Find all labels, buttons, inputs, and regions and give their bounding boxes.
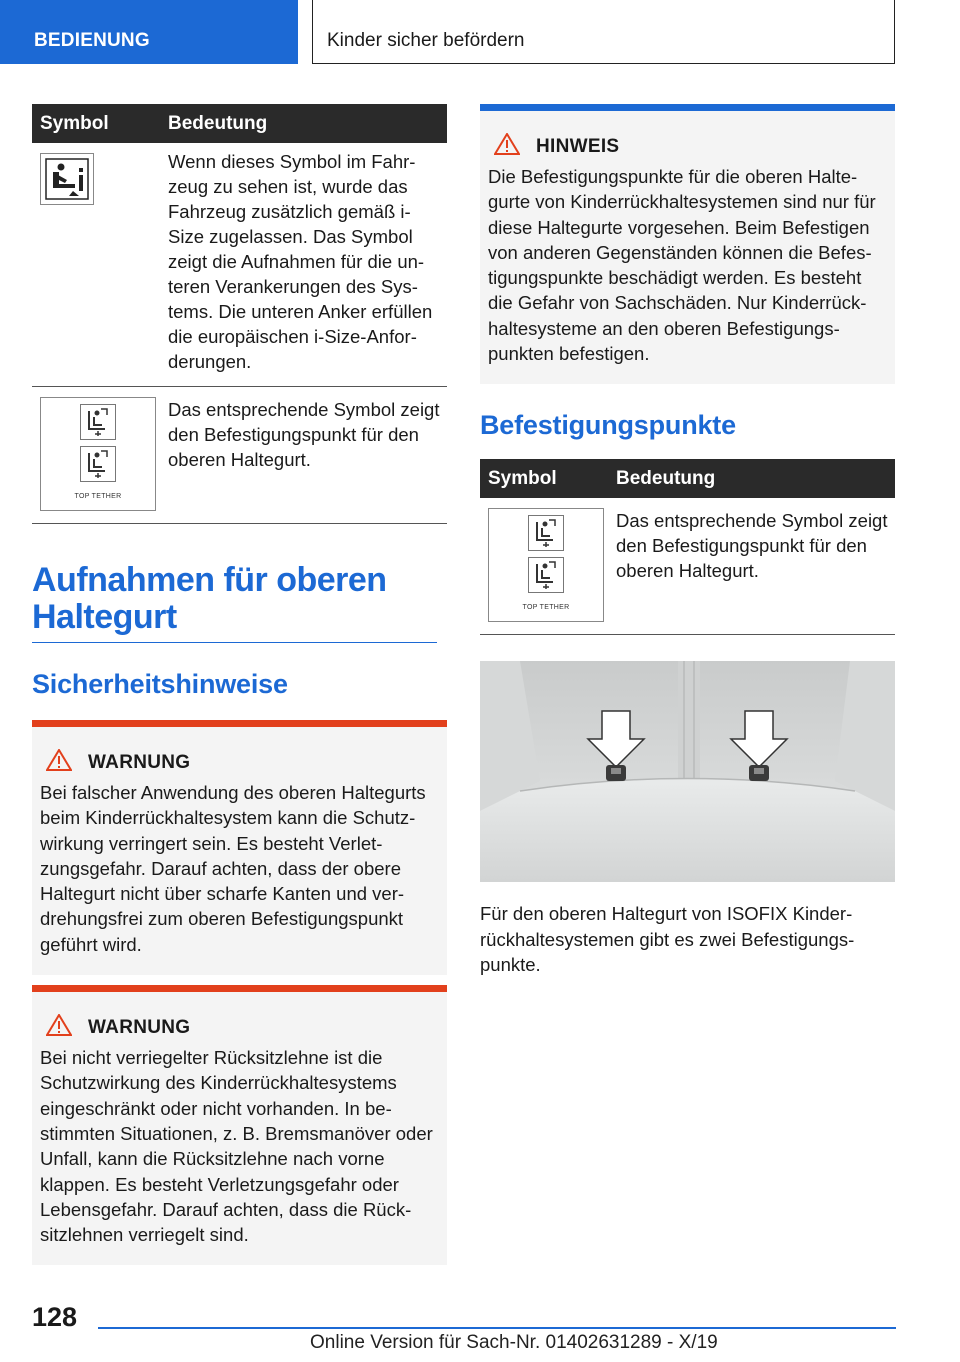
isize-child-seat-icon: [40, 153, 94, 205]
symbol-cell: [32, 143, 160, 387]
note-box: [480, 104, 895, 384]
top-tether-icon: [40, 397, 156, 511]
note-text: Die Befestigungspunkte für die oberen Haltegurte von Kinderrückhaltesystemen sind nur für diese Haltegurte vorgesehen. Beim Befestigen von anderen Gegenständen können die Befestigungspunkte beschädigt werden. Es besteht die Gefahr von Sachschäden. Nur Kinderrückhaltesysteme an den oberen Befestigungspunkten befestigen.: [488, 166, 876, 365]
right-heading: Befestigungspunkte: [480, 410, 736, 441]
table-row: [480, 498, 895, 635]
top-tether-caption: TOP TETHER: [522, 603, 570, 611]
table-row: [32, 143, 447, 387]
warning-text: Bei nicht verriegelter Rücksitzlehne ist die Schutzwirkung des Kinderrückhaltesystems eingeschränkt oder nicht vorhanden. In bestimmten Situationen, z. B. Bremsmanöver oder Unfall, kann die Rücksitzlehne nach vorne klappen. Es besteht Verletzungsgefahr oder Lebensgefahr. Darauf achten, dass die Rücksitzlehnen verriegelt sind.: [40, 1047, 433, 1246]
top-tether-caption: TOP TETHER: [74, 492, 122, 500]
note-triangle-icon: [494, 133, 520, 160]
table-header-symbol: Symbol: [32, 104, 160, 143]
table-header-meaning: Bedeutung: [160, 104, 447, 143]
tether-anchor-icon: [528, 515, 564, 551]
table-row: [32, 387, 447, 524]
subsection-title: Sicherheitshinweise: [32, 669, 288, 699]
warning-text: Bei falscher Anwendung des oberen Haltegurts beim Kinderrückhaltesystem kann die Schutzwirkung verringert sein. Es besteht Verletzungsgefahr. Darauf achten, dass der obere Haltegurt nicht über scharfe Kanten und verdrehungsfrei zum oberen Befestigungspunkt geführt wird.: [40, 782, 426, 955]
meaning-cell: Das entsprechende Symbol zeigt den Befestigungspunkt für den oberen Haltegurt.: [160, 387, 447, 524]
photo-caption: Für den oberen Haltegurt von ISOFIX Kinderrückhaltesystemen gibt es zwei Befestigungspunkte.: [480, 903, 855, 975]
warning-box: [32, 985, 447, 1265]
rear-seat-tether-photo: [480, 661, 895, 887]
meaning-cell: Das entsprechende Symbol zeigt den Befestigungspunkt für den oberen Haltegurt.: [608, 498, 895, 635]
section-tab[interactable]: BEDIENUNG: [0, 0, 298, 64]
table-header-symbol: Symbol: [480, 459, 608, 498]
warning-label: WARNUNG: [88, 1016, 191, 1038]
top-tether-icon: [488, 508, 604, 622]
symbol-cell: [32, 387, 160, 524]
left-column: [32, 104, 447, 1265]
online-version-note: Online Version für Sach-Nr. 01402631289 - X/19: [310, 1332, 718, 1353]
warning-triangle-icon: [46, 1014, 72, 1041]
section-title: Aufnahmen für oberen Haltegurt: [32, 562, 437, 643]
table-header-meaning: Bedeutung: [608, 459, 895, 498]
warning-label: WARNUNG: [88, 751, 191, 773]
warning-box: [32, 720, 447, 975]
tether-anchor-icon: [80, 404, 116, 440]
footer-divider: [98, 1327, 896, 1329]
chapter-title: Kinder sicher befördern: [312, 0, 895, 64]
symbol-cell: [480, 498, 608, 635]
symbol-table-isize: [32, 104, 447, 524]
right-column: [480, 104, 895, 977]
page-number: 128: [32, 1302, 78, 1332]
meaning-cell: Wenn dieses Symbol im Fahrzeug zu sehen ist, wurde das Fahrzeug zusätzlich gemäß i-Size zugelassen. Das Symbol zeigt die Aufnahmen für die unteren Verankerungen des Systems. Die unteren Anker erfüllen die europäischen i-Size-Anforderungen.: [160, 143, 447, 387]
tether-anchor-icon: [80, 446, 116, 482]
symbol-table-tether: [480, 459, 895, 635]
warning-triangle-icon: [46, 749, 72, 776]
tether-anchor-icon: [528, 557, 564, 593]
note-label: HINWEIS: [536, 135, 620, 157]
